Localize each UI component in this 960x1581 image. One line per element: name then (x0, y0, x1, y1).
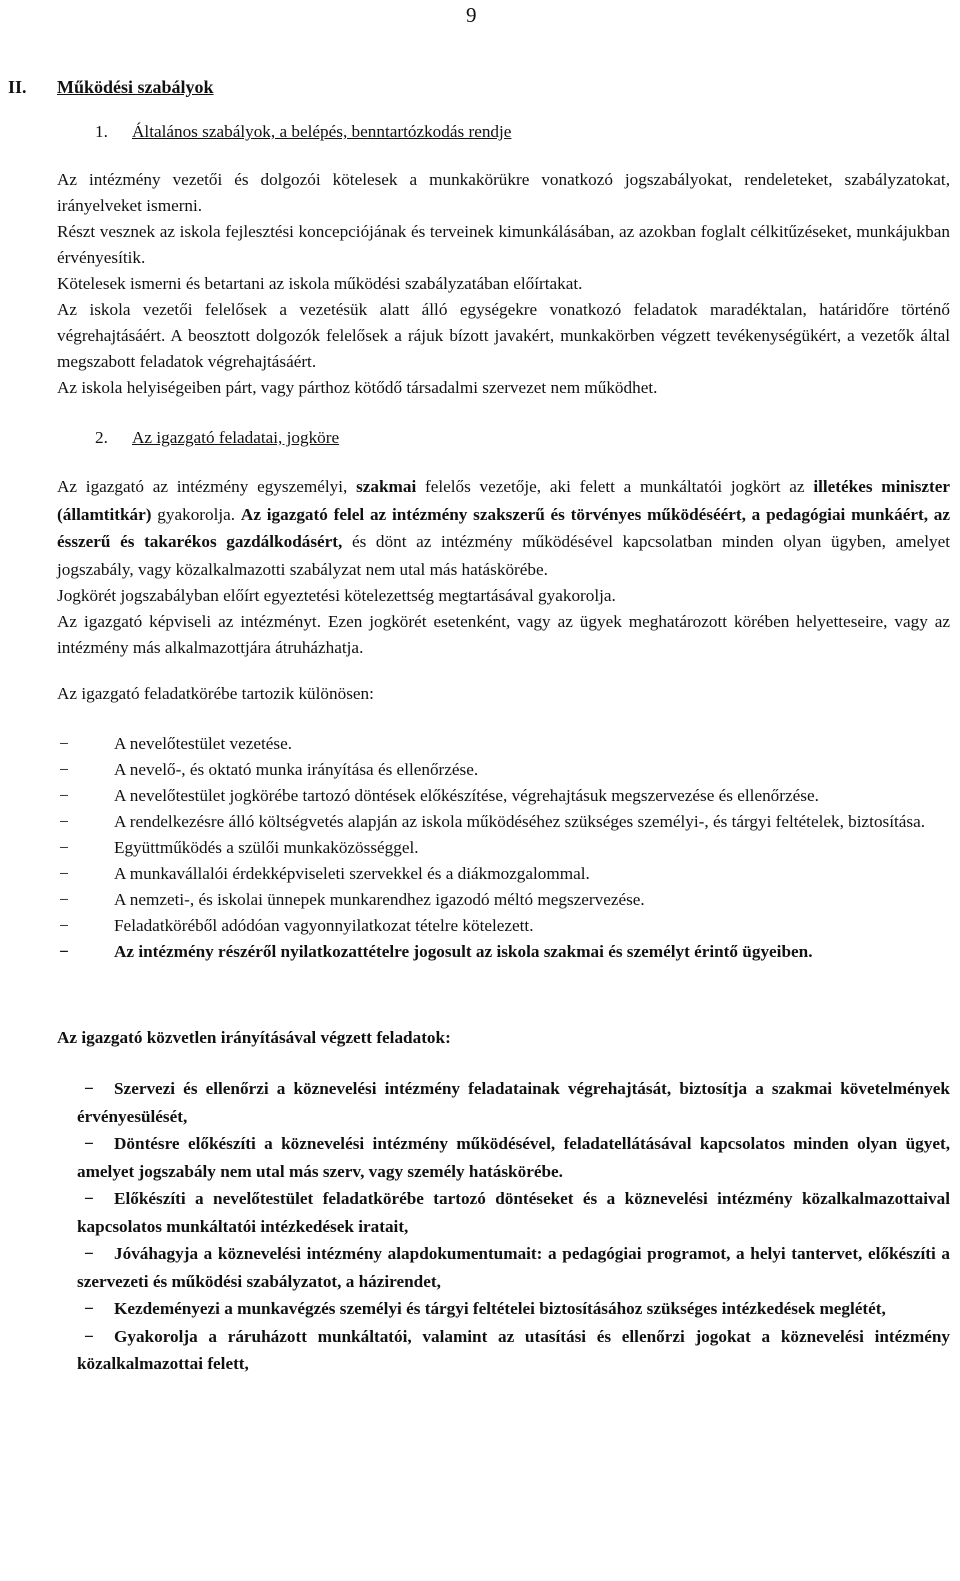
section-2-paragraph-3: Az igazgató képviseli az intézményt. Ezen jogkörét esetenként, vagy az ügyek meghatározott körében helyetteseire, vagy az intézmény más alkalmazottjára átruházhatja. (57, 612, 950, 658)
document-body (8, 72, 950, 1378)
section-1-paragraph-2: Részt vesznek az iskola fejlesztési koncepciójának és terveinek kimunkálásában, az azokban foglalt célkitűzéseket, munkájukban érvényesítik. (57, 222, 950, 267)
direct-tasks-heading: Az igazgató közvetlen irányításával végzett feladatok: (57, 1028, 451, 1048)
section-1-title: Általános szabályok, a belépés, benntartózkodás rendje (132, 122, 512, 141)
dash-bullet: − (59, 890, 69, 910)
list-item: − Együttműködés a szülői munkaközösséggel. (57, 835, 950, 861)
dash-bullet: − (84, 1189, 94, 1209)
dash-bullet: − (59, 864, 69, 884)
list-item: − Kezdeményezi a munkavégzés személyi és tárgyi feltételei biztosításához szükséges intézkedések meglétét, (77, 1295, 950, 1323)
dash-bullet: − (59, 812, 69, 832)
chapter-heading (8, 72, 950, 103)
section-2-paragraph-2: Jogkörét jogszabályban előírt egyeztetési kötelezettség megtartásával gyakorolja. (57, 586, 616, 606)
dash-bullet: − (59, 760, 69, 780)
section-1-heading (95, 119, 950, 145)
section-2-paragraph-1 (57, 473, 950, 583)
list-item: − Gyakorolja a ráruházott munkáltatói, valamint az utasítási és ellenőrzi jogokat a köznevelési intézmény közalkalmazottai felett, (77, 1323, 950, 1378)
section-2-number: 2. (95, 428, 108, 447)
dash-bullet: − (84, 1299, 94, 1319)
list-item: − Feladatköréből adódóan vagyonnyilatkozat tételre kötelezett. (57, 913, 950, 939)
section-1-paragraph-3: Kötelesek ismerni és betartani az iskola működési szabályzatában előírtakat. (57, 274, 583, 293)
p1-part-f: Az igazgató felel az intézmény szakszerű és törvényes működéséért, a pedagógiai munkáért, az ésszerű és takarékos gazdálkodásért, (57, 504, 950, 552)
list-item: − Szervezi és ellenőrzi a köznevelési intézmény feladatainak végrehajtását, biztosítja a szakmai követelmények érvényesülését, (77, 1075, 950, 1130)
dash-bullet: − (59, 942, 69, 962)
dash-bullet: − (59, 786, 69, 806)
list-item: − Jóváhagyja a köznevelési intézmény alapdokumentumait: a pedagógiai programot, a helyi tantervet, előkészíti a szervezeti és működési szabályzatot, a házirendet, (77, 1240, 950, 1295)
direct-tasks-list (57, 1075, 950, 1378)
page-number: 9 (466, 3, 477, 27)
list-item: − A nevelő-, és oktató munka irányítása és ellenőrzése. (57, 757, 950, 783)
dash-bullet: − (84, 1134, 94, 1154)
chapter-number: II. (8, 77, 27, 97)
section-2-title: Az igazgató feladatai, jogköre (132, 428, 340, 447)
chapter-title: Működési szabályok (57, 77, 214, 97)
dash-bullet: − (59, 734, 69, 754)
p1-part-b: szakmai (356, 477, 417, 496)
list-item: − Előkészíti a nevelőtestület feladatkörébe tartozó döntéseket és a köznevelési intézmény közalkalmazottaival kapcsolatos munkáltatói intézkedések iratait, (77, 1185, 950, 1240)
p1-part-e: gyakorolja. (151, 504, 241, 524)
list-item: − A munkavállalói érdekképviseleti szervekkel és a diákmozgalommal. (57, 861, 950, 887)
list-item: − A rendelkezésre álló költségvetés alapján az iskola működéséhez szükséges személyi-, és tárgyi feltételek, biztosítása. (57, 809, 950, 835)
p1-part-a: Az igazgató az intézmény egyszemélyi, (57, 477, 357, 496)
list-item: − A nevelőtestület vezetése. (57, 731, 950, 757)
dash-bullet: − (59, 916, 69, 936)
list-item: − A nevelőtestület jogkörébe tartozó döntések előkészítése, végrehajtásuk megszervezése és ellenőrzése. (57, 783, 950, 809)
section-1-paragraph-5: Az iskola helyiségeiben párt, vagy párthoz kötődő társadalmi szervezet nem működhet. (57, 378, 658, 397)
p1-part-g: és dönt az intézmény működésével kapcsolatban minden olyan ügyben, amelyet jogszabály, vagy közalkalmazotti szabályzat nem utal más hatáskörébe. (57, 532, 950, 579)
section-1-number: 1. (95, 122, 108, 141)
dash-bullet: − (84, 1326, 94, 1346)
section-2-heading (95, 425, 950, 451)
section-1-paragraph-4: Az iskola vezetői felelősek a vezetésük alatt álló egységekre vonatkozó feladatok maradéktalan, határidőre történő végrehajtásáért. A beosztott dolgozók felelősek a rájuk bízott javakért, munkakörben végzett tevékenységükért, a vezetők által megszabott feladatok végrehajtásáért. (57, 300, 950, 371)
list-item: − A nemzeti-, és iskolai ünnepek munkarendhez igazodó méltó megszervezése. (57, 887, 950, 913)
duties-intro: Az igazgató feladatkörébe tartozik különösen: (57, 684, 374, 704)
duties-list (57, 731, 950, 965)
p1-part-c: felelős vezetője, aki felett a munkáltatói jogkört az (416, 477, 814, 496)
list-item: − Döntésre előkészíti a köznevelési intézmény működésével, feladatellátásával kapcsolatos minden olyan ügyet, amelyet jogszabály nem utal más szerv, vagy személy hatáskörébe. (77, 1130, 950, 1185)
dash-bullet: − (84, 1244, 94, 1264)
dash-bullet: − (59, 838, 69, 858)
section-1-paragraph-1: Az intézmény vezetői és dolgozói kötelesek a munkakörükre vonatkozó jogszabályokat, rendeleteket, szabályzatokat, irányelveket ismerni. (57, 170, 950, 215)
list-item: − Az intézmény részéről nyilatkozattételre jogosult az iskola szakmai és személyt érintő ügyeiben. (57, 939, 950, 965)
dash-bullet: − (84, 1079, 94, 1099)
p1-part-d: illetékes miniszter (államtitkár) (57, 477, 950, 524)
